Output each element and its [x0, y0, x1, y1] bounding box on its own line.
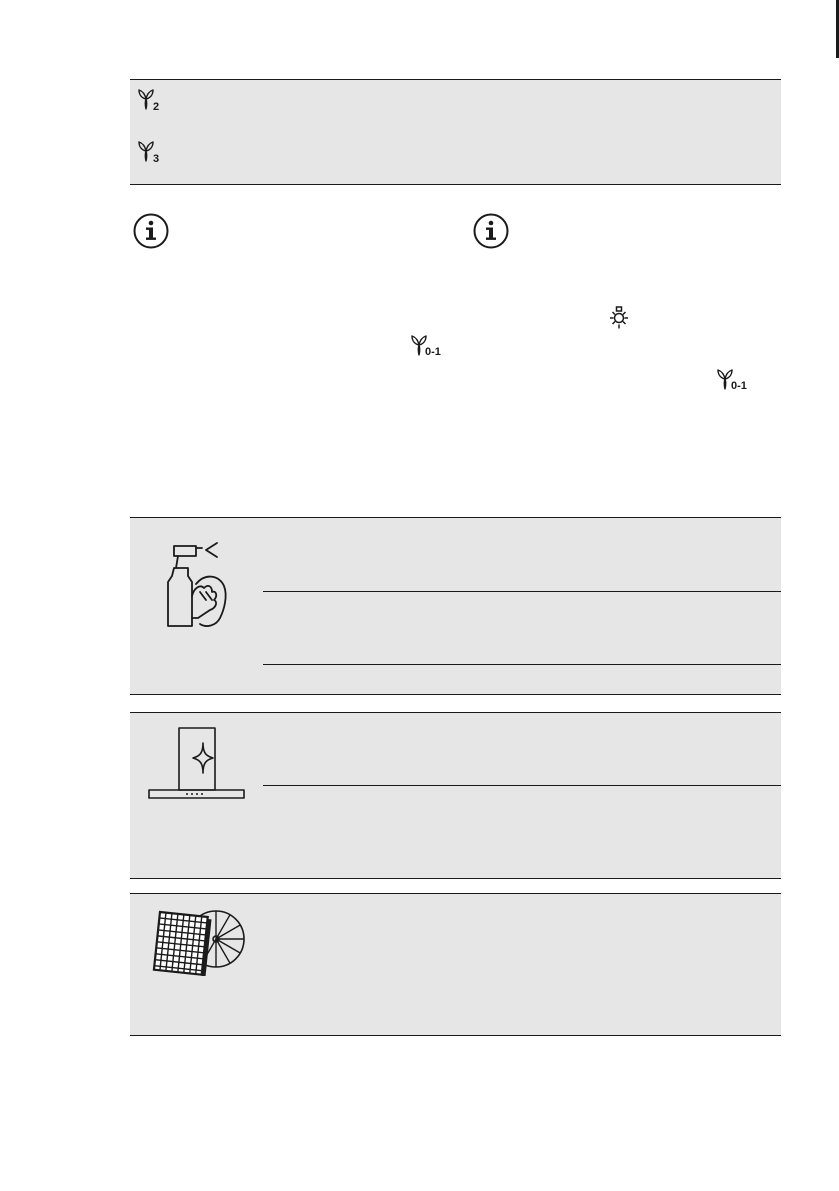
hood-clean-icon: [148, 727, 248, 808]
panel-divider: [263, 785, 781, 786]
svg-text:0-1: 0-1: [731, 380, 747, 391]
svg-text:2: 2: [153, 101, 160, 112]
fan-speed-row-3: [130, 132, 781, 185]
svg-text:3: 3: [153, 153, 160, 164]
fan-speed-2-icon: [136, 86, 164, 117]
info-icon: [473, 213, 509, 254]
svg-text:0-1: 0-1: [425, 346, 441, 357]
panel-divider: [263, 664, 781, 665]
filters-icon: [152, 906, 248, 981]
filters-panel: [130, 893, 781, 1036]
fan-speed-row-2: [130, 79, 781, 133]
fan-speed-0-1-icon: [410, 333, 448, 362]
fan-speed-0-1-icon: [716, 367, 754, 396]
panel-divider: [263, 591, 781, 592]
hood-panel: [130, 712, 781, 879]
info-icon: [133, 213, 169, 254]
cleaning-panel: [130, 517, 781, 695]
spray-cleaning-icon: [162, 540, 234, 635]
fan-speed-3-icon: [136, 138, 164, 169]
light-icon: [606, 305, 632, 336]
